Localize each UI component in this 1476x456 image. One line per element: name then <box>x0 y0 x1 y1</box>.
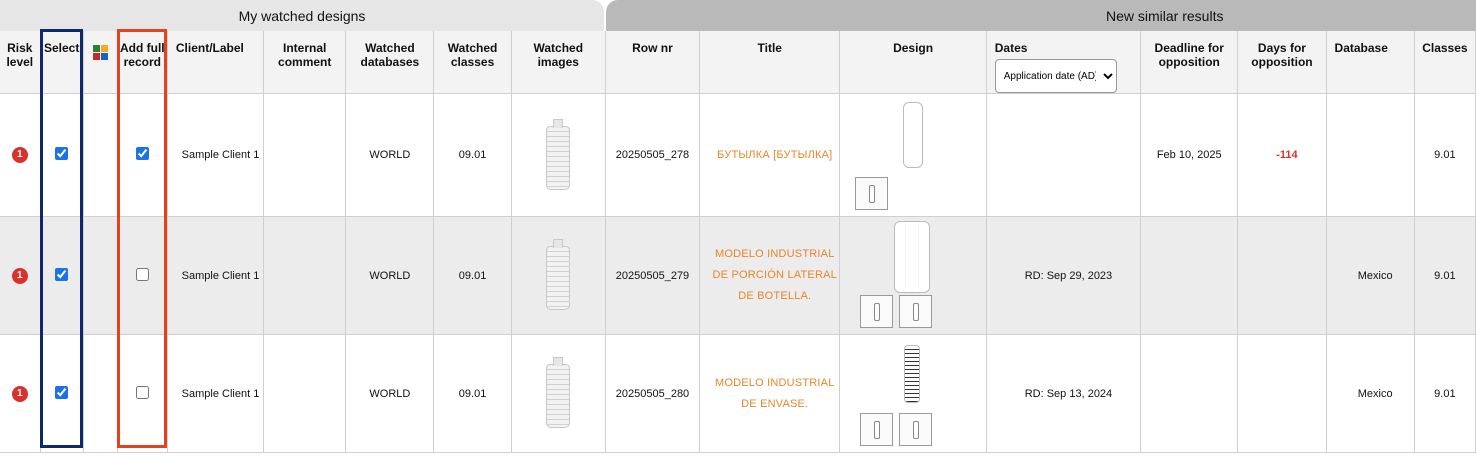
watched-classes: 09.01 <box>434 94 511 217</box>
watched-databases: WORLD <box>346 217 434 335</box>
internal-comment[interactable] <box>264 217 346 335</box>
col-select: Select <box>40 31 83 94</box>
row-nr: 20250505_280 <box>605 335 699 453</box>
col-database: Database <box>1326 31 1414 94</box>
design-main-image[interactable] <box>894 221 930 293</box>
tab-my-watched-designs[interactable] <box>0 0 604 31</box>
col-color-grid[interactable] <box>83 31 117 94</box>
bottle-image-icon <box>546 126 570 190</box>
dates-filter-select[interactable] <box>995 59 1117 93</box>
col-add-full-record: Add full record <box>117 31 167 94</box>
design-thumbnail[interactable] <box>860 295 893 328</box>
deadline-value: Feb 10, 2025 <box>1141 94 1238 217</box>
row-nr: 20250505_279 <box>605 217 699 335</box>
cell-empty <box>83 94 117 217</box>
result-title[interactable]: MODELO INDUSTRIAL DE ENVASE. <box>700 335 840 453</box>
watched-databases: WORLD <box>346 94 434 217</box>
design-main-image[interactable] <box>904 345 920 403</box>
days-value <box>1238 217 1326 335</box>
results-table <box>0 31 1476 453</box>
col-classes: Classes <box>1414 31 1475 94</box>
client-label: Sample Client 1 <box>167 94 263 217</box>
col-row-nr: Row nr <box>605 31 699 94</box>
cell-empty <box>83 217 117 335</box>
client-label: Sample Client 1 <box>167 335 263 453</box>
design-thumbnail[interactable] <box>855 177 888 210</box>
design-thumbnail[interactable] <box>860 413 893 446</box>
watched-classes: 09.01 <box>434 217 511 335</box>
client-label: Sample Client 1 <box>167 217 263 335</box>
watched-image[interactable] <box>511 217 605 335</box>
col-watched-classes: Watched classes <box>434 31 511 94</box>
dates-value: RD: Sep 13, 2024 <box>986 335 1140 453</box>
col-watched-images: Watched images <box>511 31 605 94</box>
database-value: Mexico <box>1326 335 1414 453</box>
deadline-value <box>1141 335 1238 453</box>
col-dates <box>986 31 1140 94</box>
col-design: Design <box>840 31 986 94</box>
deadline-value <box>1141 217 1238 335</box>
select-checkbox[interactable] <box>55 268 68 281</box>
select-checkbox[interactable] <box>55 386 68 399</box>
tab-my-watched-designs-label: My watched designs <box>238 7 366 24</box>
col-risk-level: Risk level <box>0 31 40 94</box>
watched-classes: 09.01 <box>434 335 511 453</box>
add-full-record-checkbox[interactable] <box>136 147 149 160</box>
design-thumbnail[interactable] <box>899 295 932 328</box>
risk-badge: 1 <box>12 386 28 402</box>
classes-value: 9.01 <box>1414 335 1475 453</box>
risk-badge: 1 <box>12 147 28 163</box>
result-title[interactable]: MODELO INDUSTRIAL DE PORCIÓN LATERAL DE BOTELLA. <box>700 217 840 335</box>
internal-comment[interactable] <box>264 335 346 453</box>
table-row <box>0 217 1476 335</box>
watched-image[interactable] <box>511 335 605 453</box>
col-internal-comment: Internal comment <box>264 31 346 94</box>
database-value: Mexico <box>1326 217 1414 335</box>
design-cell[interactable] <box>840 335 986 453</box>
bottle-image-icon <box>546 246 570 310</box>
bottle-image-icon <box>546 364 570 428</box>
design-thumbnail[interactable] <box>899 413 932 446</box>
database-value <box>1326 94 1414 217</box>
watched-databases: WORLD <box>346 335 434 453</box>
cell-empty <box>83 335 117 453</box>
result-title[interactable]: БУТЫЛКА [БУТЫЛКА] <box>700 94 840 217</box>
add-full-record-checkbox[interactable] <box>136 386 149 399</box>
header-row <box>0 31 1476 94</box>
col-dates-label: Dates <box>994 41 1028 55</box>
design-cell[interactable] <box>840 94 986 217</box>
internal-comment[interactable] <box>264 94 346 217</box>
col-deadline-opposition: Deadline for opposition <box>1141 31 1238 94</box>
risk-badge: 1 <box>12 268 28 284</box>
col-title: Title <box>700 31 840 94</box>
col-client-label: Client/Label <box>167 31 263 94</box>
add-full-record-checkbox[interactable] <box>136 268 149 281</box>
col-watched-databases: Watched databases <box>346 31 434 94</box>
design-main-image[interactable] <box>903 102 923 168</box>
watched-image[interactable] <box>511 94 605 217</box>
tab-new-similar-results[interactable] <box>606 0 1476 31</box>
row-nr: 20250505_278 <box>605 94 699 217</box>
color-grid-icon[interactable] <box>93 45 108 60</box>
table-row <box>0 94 1476 217</box>
classes-value: 9.01 <box>1414 94 1475 217</box>
design-cell[interactable] <box>840 217 986 335</box>
days-value: -114 <box>1238 94 1326 217</box>
table-row <box>0 335 1476 453</box>
classes-value: 9.01 <box>1414 217 1475 335</box>
tab-new-similar-results-label: New similar results <box>1106 7 1224 24</box>
select-checkbox[interactable] <box>55 147 68 160</box>
dates-value <box>986 94 1140 217</box>
col-days-opposition: Days for opposition <box>1238 31 1326 94</box>
dates-value: RD: Sep 29, 2023 <box>986 217 1140 335</box>
days-value <box>1238 335 1326 453</box>
